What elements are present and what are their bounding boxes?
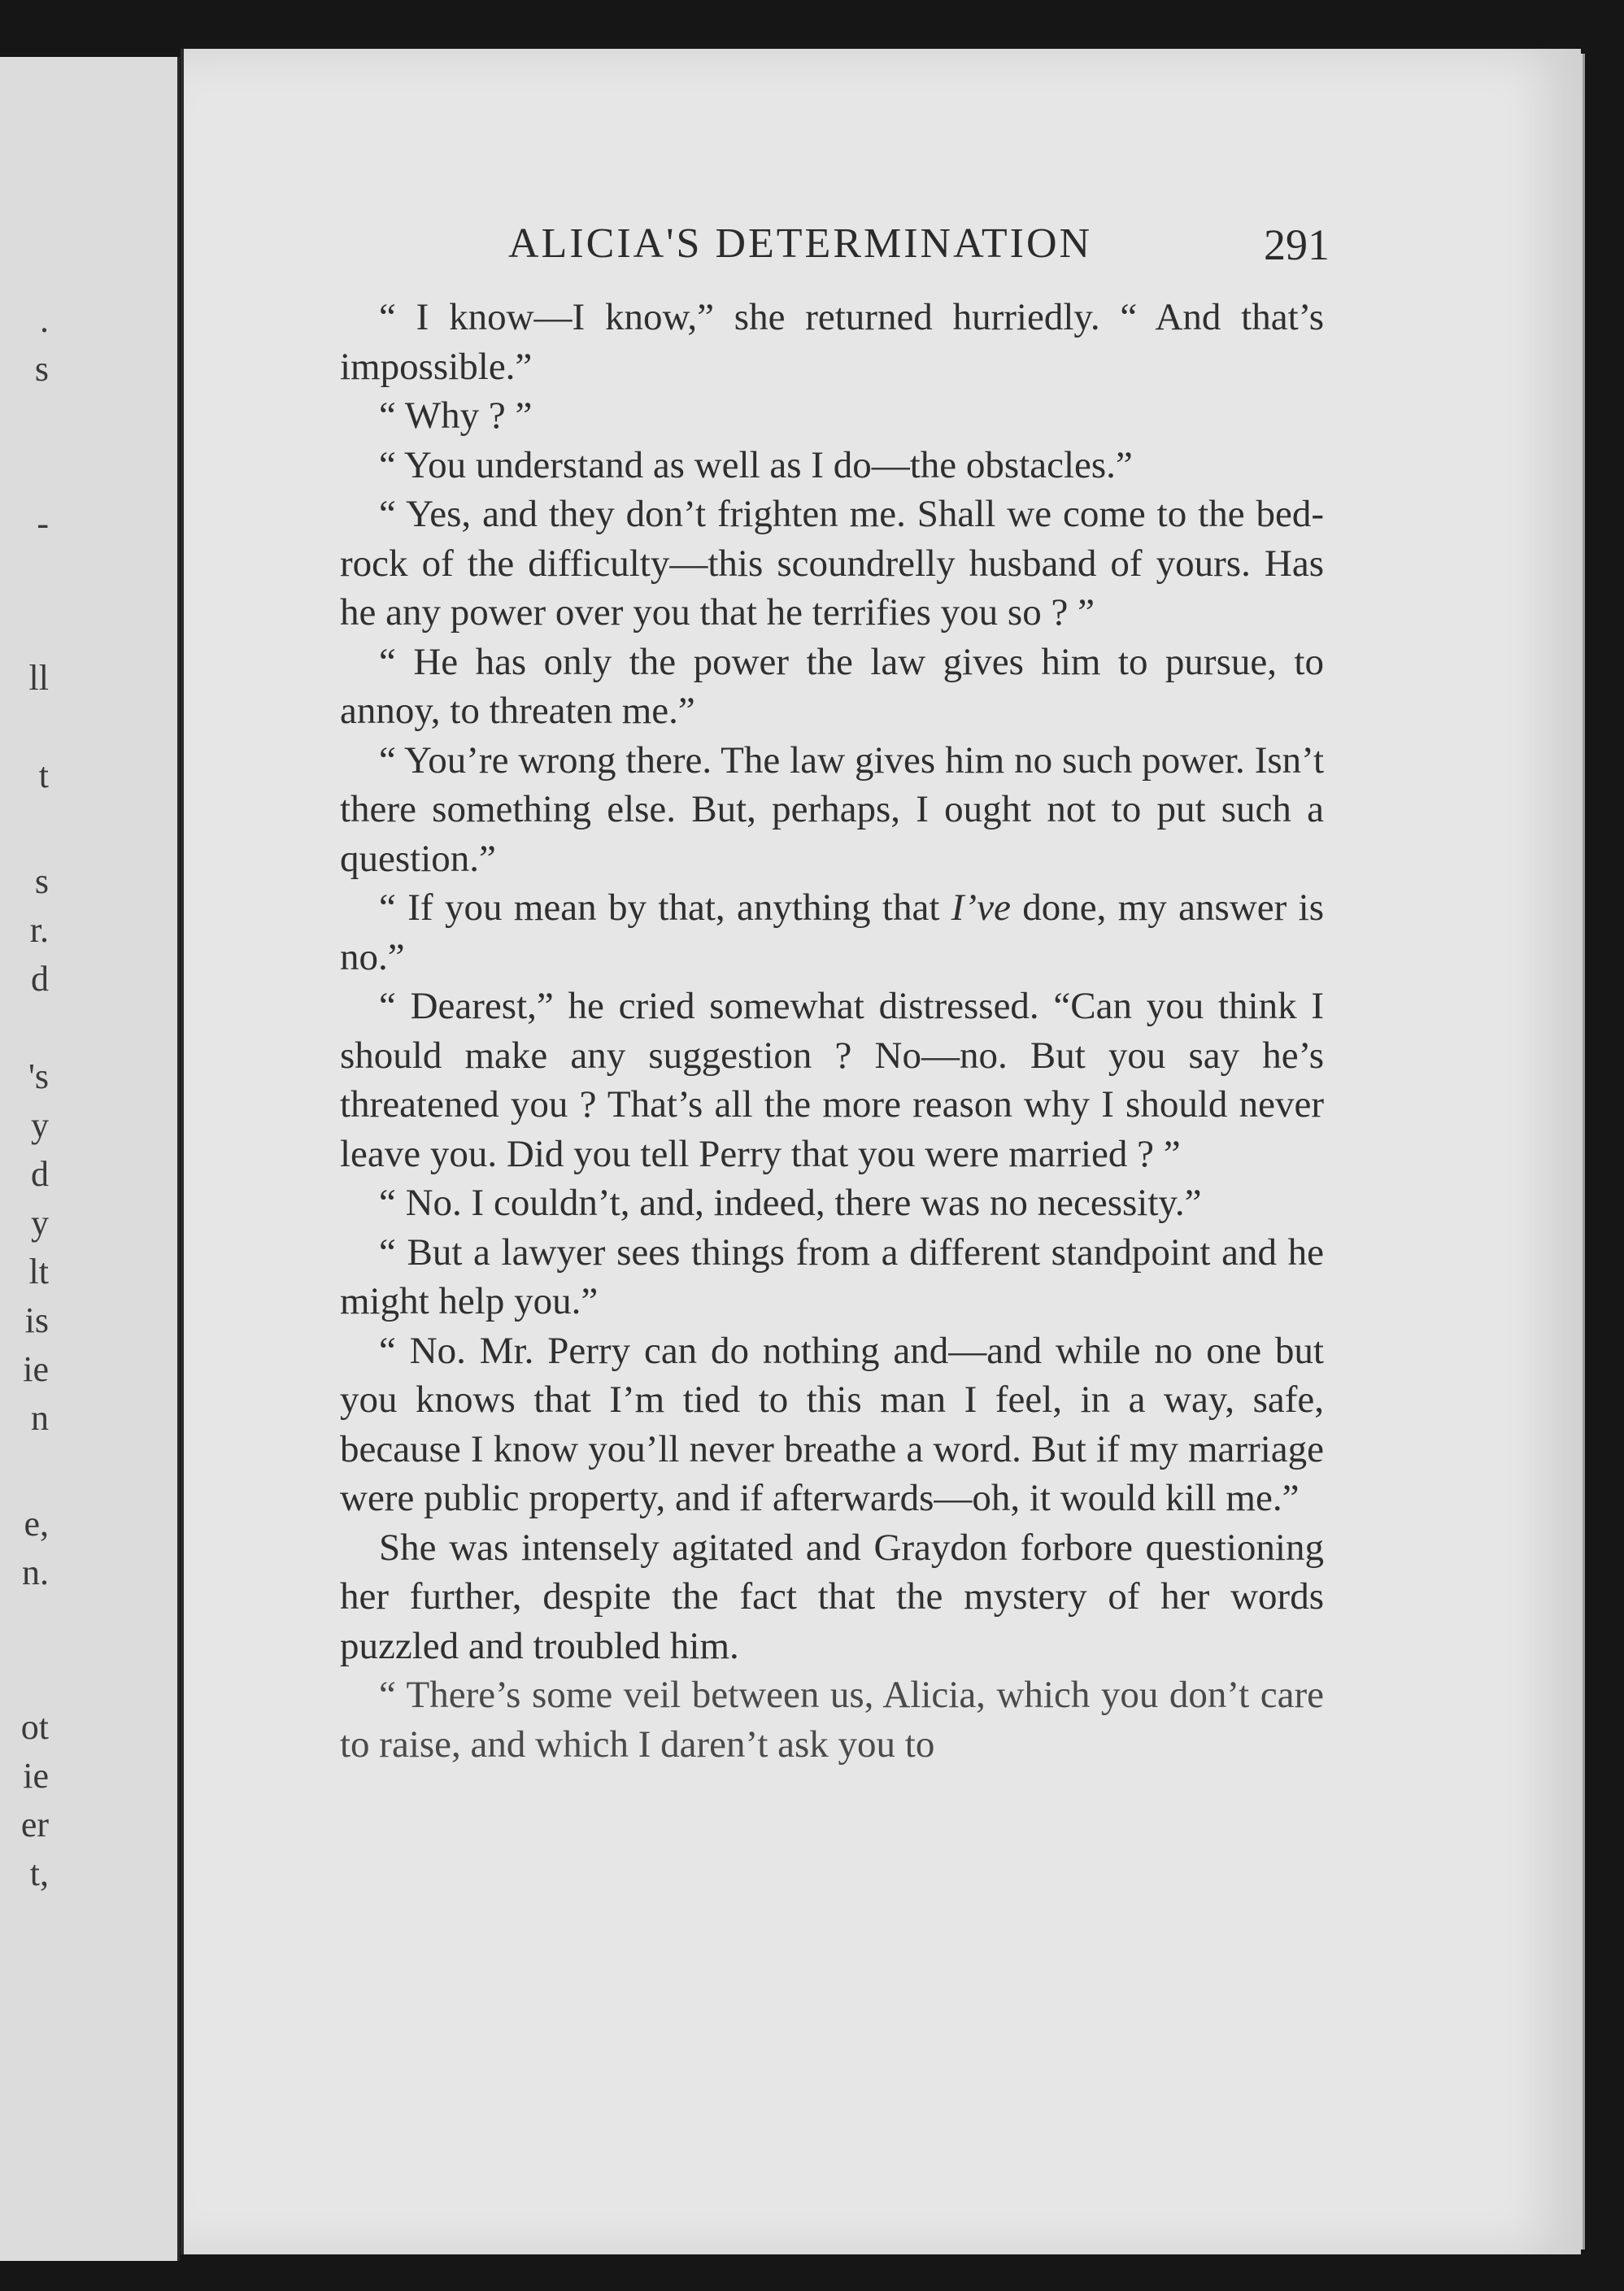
paragraph: “ Why ? ” <box>379 394 533 437</box>
paragraph: “ No. I couldn’t, and, indeed, there was no necessity.” <box>379 1182 1202 1224</box>
paragraph: “ You’re wrong there. The law gives him no such power. Isn’t there something else. But, perhaps, I ought not to put such a question.” <box>340 738 1324 880</box>
left-page-fragment: r. <box>29 910 49 950</box>
paragraph: “ There’s some veil between us, Alicia, which you don’t care to raise, and which I daren’t ask you to <box>340 1674 1324 1766</box>
body-text <box>340 293 1324 1769</box>
paragraph: “ Dearest,” he cried somewhat distressed. “Can you think I should make any suggestion ? No—no. But you say he’s threatened you ? That’s all the more reason why I should never leave you. Did you tell Perry that you were married ? ” <box>340 985 1324 1175</box>
left-page-fragment: - <box>37 503 49 543</box>
left-page-fragment: . <box>40 300 49 340</box>
paragraph <box>340 883 1324 982</box>
paragraph: “ No. Mr. Perry can do nothing and—and while no one but you knows that I’m tied to this man I feel, in a way, safe, because I know you’ll never breathe a word. But if my marriage were public property, and if afterwards—oh, it would kill me.” <box>340 1329 1324 1519</box>
paragraph: “ I know—I know,” she returned hurriedly. “ And that’s impossible.” <box>340 296 1324 388</box>
left-page-fragment: 's <box>28 1056 49 1096</box>
left-page-fragment: er <box>20 1805 49 1845</box>
left-page-fragment: n. <box>22 1553 49 1592</box>
paragraph-text: done, my answer is no.” <box>340 886 1325 978</box>
paragraph: She was intensely agitated and Graydon forbore questioning her further, despite the fact that the mystery of her words puzzled and troubled him. <box>340 1526 1324 1667</box>
paragraph: “ But a lawyer sees things from a different standpoint and he might help you.” <box>340 1230 1324 1322</box>
paragraph: “ Yes, and they don’t frighten me. Shall we come to the bed-rock of the difficulty—this scoundrelly husband of yours. Has he any power over you that he terrifies you so ? ” <box>340 493 1324 634</box>
left-page-fragment: t <box>38 756 49 795</box>
left-page-fragment: d <box>31 959 49 999</box>
left-page-fragment: t, <box>29 1853 49 1893</box>
left-page-edge <box>0 57 180 2261</box>
running-title: ALICIA'S DETERMINATION <box>508 220 1093 267</box>
left-page-fragment: ie <box>23 1349 49 1389</box>
page-number: 291 <box>1264 220 1330 269</box>
left-page-fragment: is <box>24 1300 49 1340</box>
left-page-fragment: ie <box>23 1756 49 1796</box>
left-page-fragment: s <box>34 349 49 389</box>
left-page-fragment: y <box>31 1105 49 1145</box>
left-page-fragment: ot <box>20 1707 49 1747</box>
italic-word: I’ve <box>951 886 1011 929</box>
left-page-fragment: ll <box>28 658 49 698</box>
left-page-fragment: n <box>31 1398 49 1438</box>
left-page-fragment: d <box>31 1154 49 1194</box>
left-page-fragment: y <box>31 1203 49 1243</box>
left-page-fragment: e, <box>24 1504 49 1544</box>
paragraph-text: “ If you mean by that, anything that <box>379 886 951 929</box>
left-page-fragment: s <box>34 861 49 901</box>
left-page-fragment: lt <box>28 1252 49 1291</box>
paragraph: “ He has only the power the law gives him to pursue, to annoy, to threaten me.” <box>340 640 1324 732</box>
paragraph: “ You understand as well as I do—the obstacles.” <box>379 443 1133 486</box>
